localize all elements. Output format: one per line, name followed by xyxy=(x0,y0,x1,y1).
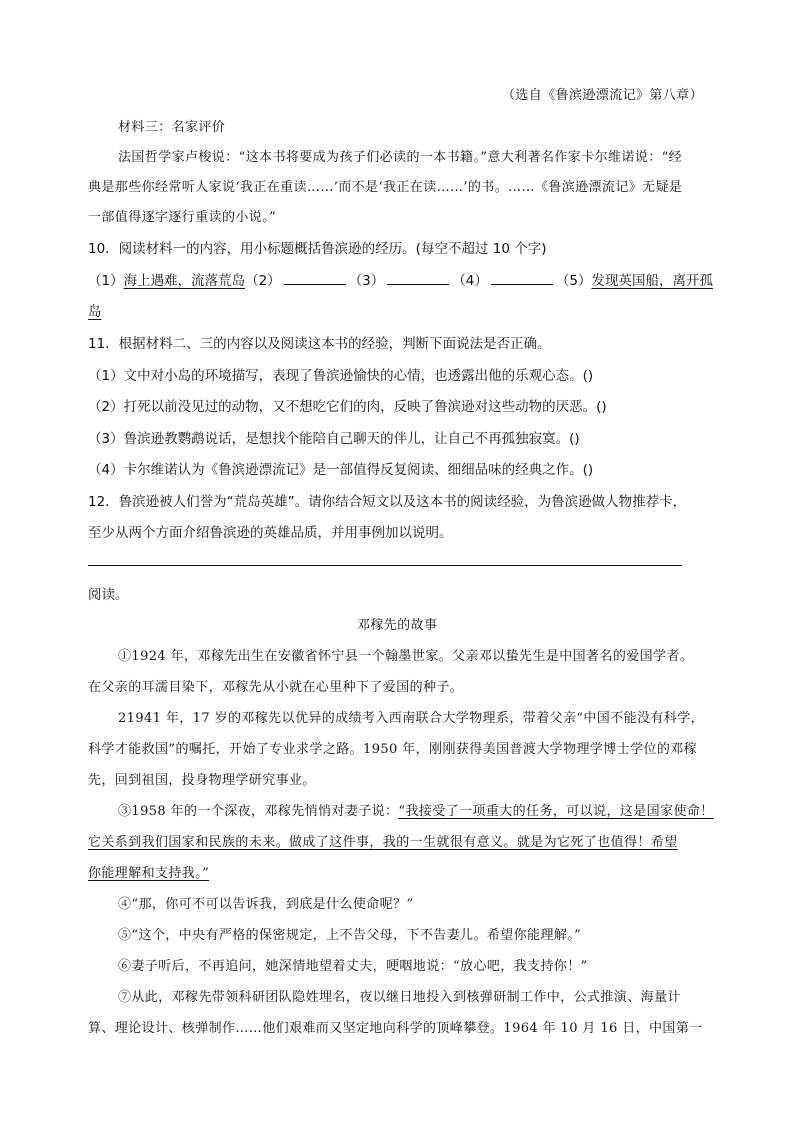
question-10-stem: 10．阅读材料一的内容，用小标题概括鲁滨逊的经历。(每空不超过 10 个字) xyxy=(88,241,547,257)
story-p2-line-2: 科学才能救国”的嘱托，开始了专业求学之路。1950 年，刚刚获得美国普渡大学物理学博士学位的邓稼 xyxy=(88,742,698,757)
story-p5: ⑤“这个，中央有严格的保密规定，上不告父母，下不告妻儿。希望你能理解。” xyxy=(118,928,582,943)
story-p3-line-3: 你能理解和支持我。” xyxy=(88,866,210,881)
question-12-line-2: 至少从两个方面介绍鲁滨逊的英雄品质，并用事例加以说明。 xyxy=(88,525,453,541)
question-11-item-2: （2）打死以前没见过的动物，又不想吃它们的肉，反映了鲁滨逊对这些动物的厌恶。() xyxy=(88,399,607,415)
story-p2-line-3: 先，回到祖国，投身物理学研究事业。 xyxy=(88,773,316,788)
story-p7-line-1: ⑦从此，邓稼先带领科研团队隐姓埋名，夜以继日地投入到核弹研制工作中，公式推演、海量计 xyxy=(118,990,681,1005)
material3-line-1: 法国哲学家卢梭说：“这本书将要成为孩子们必读的一本书籍。”意大利著名作家卡尔维诺说：“经 xyxy=(118,150,683,165)
q10-num-4: （4） xyxy=(452,273,488,289)
story-p3-line-1 xyxy=(118,800,714,819)
story-p3-intro: ③1958 年的一个深夜，邓稼先悄悄对妻子说： xyxy=(118,804,399,819)
answer-line[interactable] xyxy=(88,565,682,566)
source-note: （选自《鲁滨逊漂流记》第八章） xyxy=(502,88,704,103)
story-p1-line-1: ①1924 年，邓稼先出生在安徽省怀宁县一个翰墨世家。父亲邓以蛰先生是中国著名的爱国学者。 xyxy=(118,649,694,664)
story-title: 邓稼先的故事 xyxy=(357,618,438,633)
q10-answer-5: 发现英国船，离开孤 xyxy=(591,273,713,289)
story-p3-quote-start: “我接受了一项重大的任务，可以说，这是国家使命！ xyxy=(398,804,714,819)
q10-num-5: （5） xyxy=(555,273,592,289)
story-p6: ⑥妻子听后，不再追问，她深情地望着丈夫，哽咽地说：“放心吧，我支持你！” xyxy=(118,959,588,974)
question-11-stem: 11．根据材料二、三的内容以及阅读这本书的经验，判断下面说法是否正确。 xyxy=(88,336,551,352)
reading-label: 阅读。 xyxy=(88,587,129,603)
question-12-line-1: 12．鲁滨逊被人们誉为“荒岛英雄”。请你结合短文以及这本书的阅读经验，为鲁滨逊做人物推荐卡， xyxy=(88,494,687,510)
story-p2-line-1: 21941 年，17 岁的邓稼先以优异的成绩考入西南联合大学物理系，带着父亲“中国不能没有科学， xyxy=(118,711,705,726)
q10-blank-4[interactable] xyxy=(491,272,553,285)
q10-blank-2[interactable] xyxy=(284,272,346,285)
q10-blank-3[interactable] xyxy=(387,272,449,285)
story-p3-line-2: 它关系到我们国家和民族的未来。做成了这件事，我的一生就很有意义。就是为它死了也值得！希望 xyxy=(88,835,678,850)
q10-answer-5-cont: 岛 xyxy=(88,304,102,320)
material3-line-3: 一部值得逐字逐行重读的小说。” xyxy=(88,210,277,225)
material3-line-2: 典是那些你经常听人家说‘我正在重读……’而不是‘我正在读……’的书。……《鲁滨逊漂流记》无疑是 xyxy=(88,180,683,195)
story-p4: ④“那，你可不可以告诉我，到底是什么使命呢？” xyxy=(118,897,414,912)
q10-num-2: （2） xyxy=(245,273,281,289)
story-p1-line-2: 在父亲的耳濡目染下，邓稼先从小就在心里种下了爱国的种子。 xyxy=(88,680,464,695)
question-11-item-4: （4）卡尔维诺认为《鲁滨逊漂流记》是一部值得反复阅读、细细品味的经典之作。() xyxy=(88,462,594,478)
story-p7-line-2: 算、理论设计、核弹制作……他们艰难而又坚定地向科学的顶峰攀登。1964 年 10 月 16 日，中国第一 xyxy=(88,1021,703,1036)
question-10-answers xyxy=(88,269,713,289)
question-11-item-3: （3）鲁滨逊教鹦鹉说话，是想找个能陪自己聊天的伴儿，让自己不再孤独寂寞。() xyxy=(88,431,580,447)
material3-title: 材料三：名家评价 xyxy=(118,120,226,135)
q10-answer-1: 海上遇难，流落荒岛 xyxy=(123,273,246,289)
question-11-item-1: （1）文中对小岛的环境描写，表现了鲁滨逊愉快的心情，也透露出他的乐观心态。() xyxy=(88,368,594,384)
q10-num-3: （3） xyxy=(348,273,385,289)
q10-num-1: （1） xyxy=(88,273,124,289)
